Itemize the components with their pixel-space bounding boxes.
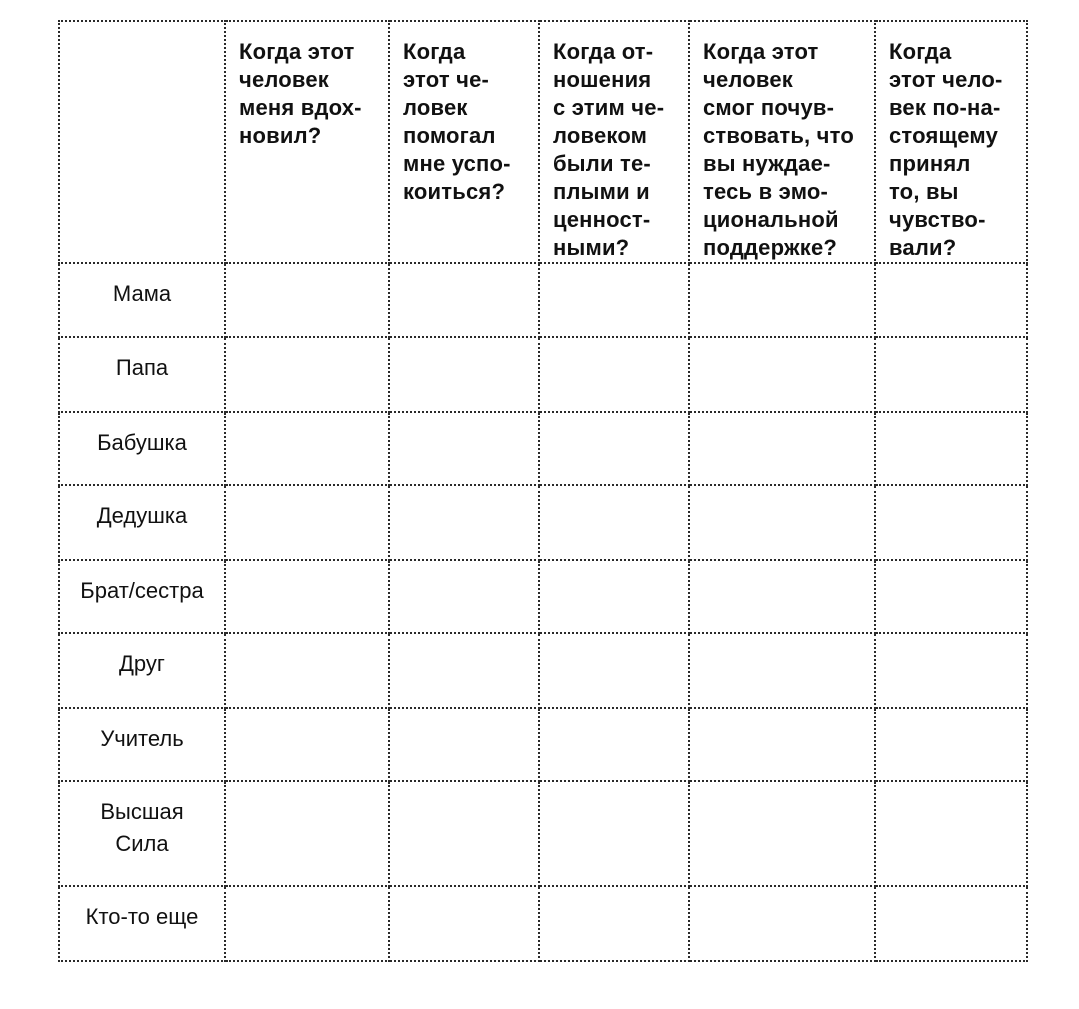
column-header-line: чувство- [889,207,986,232]
answer-cell[interactable] [225,485,389,559]
column-header-line: Когда этот [239,39,355,64]
answer-cell[interactable] [875,633,1027,707]
column-header-accepted [875,21,1027,263]
column-header-line: человек [703,67,794,92]
column-header-line: человек [239,67,330,92]
column-header-line: ными? [553,235,630,260]
answer-cell[interactable] [389,263,539,337]
answer-cell[interactable] [689,708,875,781]
row-label [59,560,225,633]
column-header-line: стоящему [889,123,999,148]
row-label [59,485,225,559]
answer-cell[interactable] [225,263,389,337]
column-header-warm [539,21,689,263]
answer-cell[interactable] [225,560,389,633]
worksheet [58,20,1026,962]
answer-cell[interactable] [389,633,539,707]
answer-cell[interactable] [539,412,689,485]
answer-cell[interactable] [389,886,539,962]
answer-cell[interactable] [689,560,875,633]
answer-cell[interactable] [875,781,1027,886]
answer-cell[interactable] [225,337,389,411]
table-row-sibling [59,560,1027,633]
column-header-line: с этим че- [553,95,665,120]
row-label-text: Брат/сестра [80,577,204,603]
row-label-text: Бабушка [97,429,187,455]
table-row-grandpa [59,485,1027,559]
answer-cell[interactable] [225,708,389,781]
answer-cell[interactable] [539,485,689,559]
column-header-line: поддержке? [703,235,838,260]
answer-cell[interactable] [539,337,689,411]
column-header-line: этот че- [403,67,490,92]
table-row-dad [59,337,1027,411]
answer-cell[interactable] [689,412,875,485]
row-label [59,263,225,337]
answer-cell[interactable] [539,708,689,781]
answer-cell[interactable] [225,633,389,707]
column-header-calmed [389,21,539,263]
answer-cell[interactable] [389,485,539,559]
table-row-teacher [59,708,1027,781]
row-label [59,708,225,781]
table-row-friend [59,633,1027,707]
column-header-line: Когда от- [553,39,654,64]
row-label [59,781,225,886]
column-header-line: были те- [553,151,651,176]
corner-cell [59,21,225,263]
answer-cell[interactable] [689,485,875,559]
answer-cell[interactable] [875,708,1027,781]
answer-cell[interactable] [225,412,389,485]
column-header-inspired [225,21,389,263]
answer-cell[interactable] [689,781,875,886]
column-header-line: ношения [553,67,652,92]
column-header-line: Когда [889,39,952,64]
answer-cell[interactable] [875,337,1027,411]
answer-cell[interactable] [389,781,539,886]
answer-cell[interactable] [225,886,389,962]
answer-cell[interactable] [539,560,689,633]
column-header-line: ценност- [553,207,651,232]
answer-cell[interactable] [875,263,1027,337]
column-header-line: принял [889,151,971,176]
answer-cell[interactable] [689,633,875,707]
row-label [59,412,225,485]
answer-cell[interactable] [225,781,389,886]
answer-cell[interactable] [875,412,1027,485]
row-label-text: Учитель [100,725,184,751]
row-label-text: Сила [115,830,169,856]
answer-cell[interactable] [689,263,875,337]
column-header-line: смог почув- [703,95,835,120]
answer-cell[interactable] [875,886,1027,962]
relationships-table [58,20,1028,962]
table-row-grandma [59,412,1027,485]
row-label [59,337,225,411]
column-header-line: этот чело- [889,67,1003,92]
header-row [59,21,1027,263]
column-header-line: Когда этот [703,39,819,64]
answer-cell[interactable] [389,337,539,411]
row-label-text: Кто-то еще [85,903,199,929]
answer-cell[interactable] [539,633,689,707]
column-header-line: циональной [703,207,839,232]
column-header-support [689,21,875,263]
answer-cell[interactable] [689,886,875,962]
row-label-text: Друг [119,651,165,677]
answer-cell[interactable] [539,781,689,886]
row-label-text: Дедушка [96,503,188,529]
column-header-line: то, вы [889,179,959,204]
row-label-text: Папа [115,355,169,381]
row-label [59,886,225,962]
answer-cell[interactable] [539,263,689,337]
column-header-line: вали? [889,235,957,260]
answer-cell[interactable] [539,886,689,962]
column-header-line: вы нуждае- [703,151,831,176]
row-label-text: Высшая [100,798,184,824]
column-header-line: меня вдох- [239,95,362,120]
table-row-mom [59,263,1027,337]
column-header-line: ловеком [553,123,648,148]
answer-cell[interactable] [389,560,539,633]
column-header-line: новил? [239,123,322,148]
column-header-line: ловек [403,95,468,120]
column-header-line: плыми и [553,179,650,204]
column-header-line: Когда [403,39,466,64]
column-header-line: мне успо- [403,151,511,176]
table-row-someone-else [59,886,1027,962]
row-label [59,633,225,707]
answer-cell[interactable] [875,560,1027,633]
column-header-line: тесь в эмо- [703,179,829,204]
answer-cell[interactable] [689,337,875,411]
column-header-line: коиться? [403,179,506,204]
answer-cell[interactable] [875,485,1027,559]
column-header-line: ствовать, что [703,123,854,148]
column-header-line: век по-на- [889,95,1001,120]
answer-cell[interactable] [389,412,539,485]
row-label-text: Мама [112,281,172,306]
answer-cell[interactable] [389,708,539,781]
column-header-line: помогал [403,123,496,148]
table-row-higher-power [59,781,1027,886]
